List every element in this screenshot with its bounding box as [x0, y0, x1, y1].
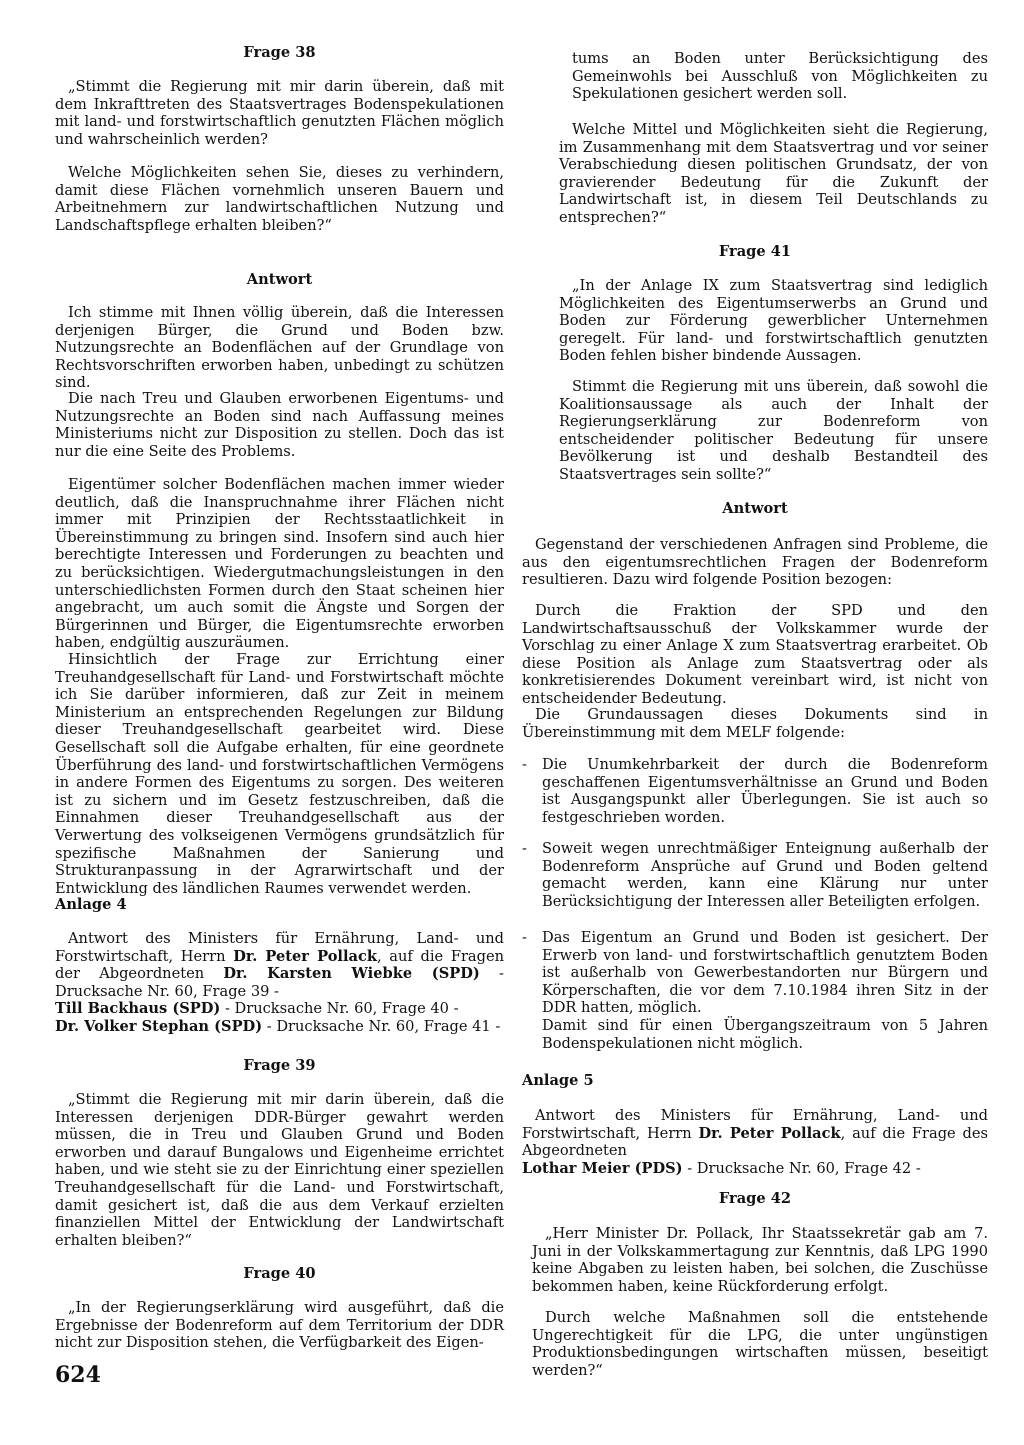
list-item: - Die Unumkehrbarkeit der durch die Bodenreform geschaffenen Eigentumsverhältnisse an Grund und Boden ist Ausgangspunkt aller Überlegungen. Sie ist auch so festgeschrieben worden. [522, 756, 988, 826]
list-dash: - [522, 756, 527, 773]
deputy-name: Dr. Karsten Wiebke (SPD) [223, 965, 480, 983]
anlage-4-heading: Anlage 4 [55, 896, 127, 913]
antwort-paragraph: Hinsichtlich der Frage zur Errichtung einer Treuhandgesellschaft für Land- und Forstwirtschaft möchte ich Sie darüber informieren, daß zur Zeit in meinem Ministerium an entsprechenden Regelungen zur Bildung dieser Treuhandgesellschaft gearbeitet wird. Diese Gesellschaft soll die Aufgabe erhalten, für eine geordnete Überführung des land- und forstwirtschaftlichen Vermögens in andere Formen des Eigentums zu sorgen. Des weiteren ist zu sichern und im Gesetz festzuschreiben, daß die Einnahmen dieser Treuhandgesellschaft aus der Verwertung des volkseigenen Vermögens grundsätzlich für spezifische Maßnahmen der Sanierung und Strukturanpassung in der Agrarwirtschaft und der Entwicklung des ländlichen Raumes verwendet werden. [55, 651, 504, 897]
deputy-name: Till Backhaus (SPD) [55, 1000, 221, 1018]
frage-42-heading: Frage 42 [718, 1190, 792, 1207]
antwort-paragraph: Die Grundaussagen dieses Dokuments sind in Übereinstimmung mit dem MELF folgende: [522, 706, 988, 741]
minister-name: Dr. Peter Pollack [698, 1124, 841, 1142]
list-dash: - [522, 929, 527, 946]
frage-42-question: „Herr Minister Dr. Pollack, Ihr Staatssekretär gab am 7. Juni in der Volkskammertagung zur Kenntnis, daß LPG 1990 keine Abgaben zu leisten haben, bei solchen, die Zuschüsse bekommen haben, keine Rückforderung erfolgt. [532, 1225, 988, 1295]
list-dash: - [522, 840, 527, 857]
page-number: 624 [55, 1362, 101, 1388]
frage-41-heading: Frage 41 [718, 243, 792, 260]
frage-38-question: „Stimmt die Regierung mit mir darin überein, daß mit dem Inkrafttreten des Staatsvertrages Bodenspekulationen mit land- und forstwirtschaftlich genutzten Flächen möglich und wahrscheinlich werden? [55, 78, 504, 148]
list-item: - Das Eigentum an Grund und Boden ist gesichert. Der Erwerb von land- und forstwirtschaftlich genutztem Boden ist außerhalb von Gewerbestandorten nur Bürgern und Körperschaften, die vor dem 7.10.1984 ihren Sitz in der DDR hatten, möglich. Damit sind für einen Übergangszeitraum von 5 Jahren Bodenspekulationen nicht möglich. [522, 929, 988, 1052]
frage-38-question-cont: Welche Möglichkeiten sehen Sie, dieses zu verhindern, damit diese Flächen vornehmlich unseren Bauern und Arbeitnehmern zur landwirtschaftlichen Nutzung und Landschaftspflege erhalten bleiben?“ [55, 164, 504, 234]
antwort-paragraph: Eigentümer solcher Bodenflächen machen immer wieder deutlich, daß die Inanspruchnahme ihrer Flächen nicht immer mit Prinzipien der Rechtsstaatlichkeit in Übereinstimmung zu bringen sind. Insofern sind auch hier berechtigte Interessen und Forderungen zu beachten und zu berücksichtigen. Wiedergutmachungsleistungen in den unterschiedlichsten Formen durch den Staat scheinen hier angebracht, um auch somit die Ängste und Sorgen der Bürgerinnen und Bürger, die Eigentumsrechte erworben haben, endgültig auszuräumen. [55, 476, 504, 652]
frage-40-heading: Frage 40 [243, 1265, 316, 1282]
deputy-name: Lothar Meier (PDS) [522, 1159, 683, 1177]
frage-39-heading: Frage 39 [243, 1057, 316, 1074]
frage-40-question-cont: tums an Boden unter Berücksichtigung des Gemeinwohls bei Ausschluß von Möglichkeiten zu Spekulationen gesichert werden soll. [572, 50, 988, 103]
frage-41-question: „In der Anlage IX zum Staatsvertrag sind lediglich Möglichkeiten des Eigentumserwerbs an Grund und Boden zur Förderung gewerblicher Unternehmen geregelt. Für land- und forstwirtschaftlich genutzten Boden fehlen bisher bindende Aussagen. [559, 277, 988, 365]
frage-41-question-cont: Stimmt die Regierung mit uns überein, daß sowohl die Koalitionsaussage als auch der Inhalt der Regierungserklärung zur Bodenreform von entscheidender politischer Bedeutung für unsere Bevölkerung ist und deshalb Bestandteil des Staatsvertrages sein sollte?“ [559, 378, 988, 483]
antwort-paragraph: Gegenstand der verschiedenen Anfragen sind Probleme, die aus den eigentumsrechtlichen Fragen der Bodenreform resultieren. Dazu wird folgende Position bezogen: [522, 536, 988, 589]
anlage-5-heading: Anlage 5 [522, 1072, 594, 1089]
anlage-5-intro: Antwort des Ministers für Ernährung, Land- und Forstwirtschaft, Herrn Dr. Peter Pollack, auf die Frage des Abgeordneten Lothar Meier (PDS) - Drucksache Nr. 60, Frage 42 - [522, 1107, 989, 1177]
frage-40-question-cont: Welche Mittel und Möglichkeiten sieht die Regierung, im Zusammenhang mit dem Staatsvertrag und vor seiner Verabschiedung diesen politischen Grundsatz, der von gravierender Bedeutung für die Zukunft der Landwirtschaft ist, in diesem Teil Deutschlands zu entsprechen?“ [559, 121, 988, 226]
frage-40-question: „In der Regierungserklärung wird ausgeführt, daß die Ergebnisse der Bodenreform auf dem Territorium der DDR nicht zur Disposition stehen, die Verfügbarkeit des Eigen- [55, 1299, 504, 1352]
anlage-4-intro: Antwort des Ministers für Ernährung, Land- und Forstwirtschaft, Herrn Dr. Peter Pollack, auf die Fragen der Abgeordneten Dr. Karsten Wiebke (SPD) - Drucksache Nr. 60, Frage 39 - Till Backhaus (SPD) - Drucksache Nr. 60, Frage 40 - Dr. Volker Stephan (SPD) - Drucksache Nr. 60, Frage 41 - [55, 930, 505, 1035]
frage-38-heading: Frage 38 [243, 44, 316, 61]
frage-39-question: „Stimmt die Regierung mit mir darin überein, daß die Interessen derjenigen DDR-Bürger gewahrt werden müssen, die in Treu und Glauben Grund und Boden erworben und darauf Bungalows und Eigenheime errichtet haben, und wie steht sie zu der Einrichtung einer speziellen Treuhandgesellschaft für die Land- und Forstwirtschaft, damit gesichert ist, daß die aus dem Verkauf erzielten finanziellen Mittel der Entwicklung der Landwirtschaft erhalten bleiben?“ [55, 1091, 504, 1249]
antwort-heading: Antwort [722, 500, 788, 517]
antwort-paragraph: Die nach Treu und Glauben erworbenen Eigentums- und Nutzungsrechte an Boden sind nach Auffassung meines Ministeriums nicht zur Disposition zu stellen. Doch das ist nur die eine Seite des Problems. [55, 390, 504, 460]
deputy-name: Dr. Volker Stephan (SPD) [55, 1017, 263, 1035]
minister-name: Dr. Peter Pollack [233, 947, 377, 965]
frage-42-question-cont: Durch welche Maßnahmen soll die entstehende Ungerechtigkeit für die LPG, die unter ungünstigen Produktionsbedingungen wirtschaften müssen, beseitigt werden?“ [532, 1309, 988, 1379]
list-item: - Soweit wegen unrechtmäßiger Enteignung außerhalb der Bodenreform Ansprüche auf Grund und Boden geltend gemacht werden, kann eine Klärung nur unter Berücksichtigung der Interessen aller Beteiligten erfolgen. [522, 840, 988, 910]
antwort-paragraph: Ich stimme mit Ihnen völlig überein, daß die Interessen derjenigen Bürger, die Grund und Boden bzw. Nutzungsrechte an Bodenflächen auf der Grundlage von Rechtsvorschriften erworben haben, unbedingt zu schützen sind. [55, 304, 504, 392]
antwort-paragraph: Durch die Fraktion der SPD und den Landwirtschaftsausschuß der Volkskammer wurde der Vorschlag zu einer Anlage X zum Staatsvertrag erarbeitet. Ob diese Position als Anlage zum Staatsvertrag oder als konkretisierendes Dokument vereinbart wird, ist nicht von entscheidender Bedeutung. [522, 602, 988, 707]
antwort-heading: Antwort [246, 271, 313, 288]
